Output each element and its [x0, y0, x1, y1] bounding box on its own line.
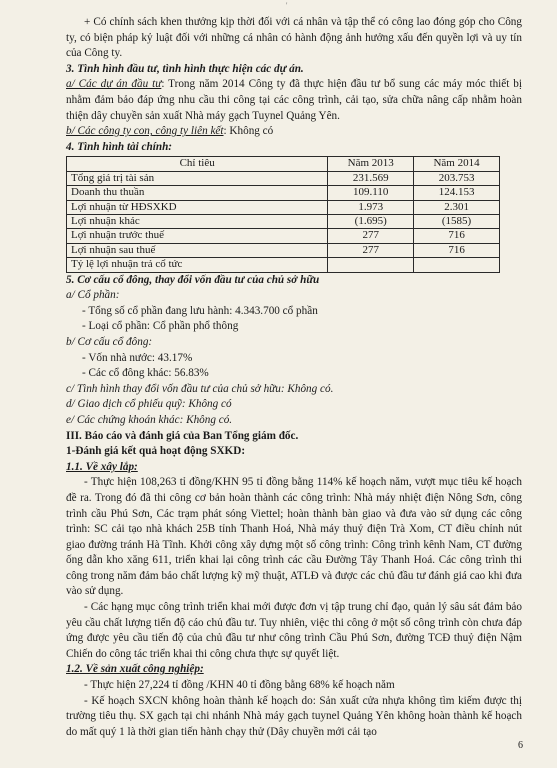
row-label: Tỷ lệ lợi nhuận trả cổ tức [67, 258, 328, 272]
section-1-1-title: 1.1. Về xây lắp: [66, 460, 138, 473]
section-1-title: 1-Đánh giá kết quả hoạt động SXKD: [66, 445, 246, 458]
financial-table [66, 156, 500, 272]
paragraph-industry-2: - Kế hoạch SXCN không hoàn thành kế hoạch do: Sản xuất cửa nhựa không tìm kiếm được thị trường tiêu thụ. SX gạch tại chi nhánh Nhà máy gạch tuynel Quảng Yên không hoàn thành kế hoạch do mất quý 1 là thời gian tiến hành chạy thử (Dây chuyền mới cải tạo [66, 694, 522, 738]
section-III-title: III. Báo cáo và đánh giá của Ban Tổng giám đốc. [66, 429, 299, 442]
section-1-2-title: 1.2. Về sản xuất công nghiệp: [66, 663, 204, 676]
value-2013: 277 [328, 243, 414, 257]
section-3-title: 3. Tình hình đầu tư, tình hình thực hiện các dự án. [66, 62, 304, 75]
section-5c: c/ Tình hình thay đổi vốn đầu tư của chủ sở hữu: Không có. [66, 382, 334, 395]
paragraph-industry-1: - Thực hiện 27,224 tỉ đồng /KHN 40 tỉ đồng bằng 68% kế hoạch năm [84, 679, 395, 692]
scan-mark: ' [286, 1, 288, 10]
paragraph-construction-2: - Các hạng mục công trình triển khai mới được đơn vị tập trung chỉ đạo, quản lý sâu sát đảm bảo yêu cầu chất lượng tiến độ cáo chủ đầu tư. Tuy nhiên, việc thi công ở một số công trình còn chưa đáp ứng được yêu cầu tiến độ của chủ đầu tư như công trình Cầu Phú Sơn, đường TCĐ thuỷ điện Nậm Chiến do công tác triển khai thi công chưa thực sự quyết liệt. [66, 601, 522, 660]
row-label: Tổng giá trị tài sản [67, 171, 328, 185]
table-row [67, 186, 500, 200]
table-row [67, 258, 500, 272]
value-2013: 109.110 [328, 186, 414, 200]
section-3b [66, 124, 522, 140]
section-5e: e/ Các chứng khoán khác: Không có. [66, 413, 233, 426]
section-5b-label: b/ Cơ cấu cổ đông: [66, 335, 153, 348]
section-3a-label: a/ Các dự án đầu tư [66, 78, 162, 91]
page-number: 6 [518, 740, 523, 751]
section-3a-text: : Trong năm 2014 Công ty đã thực hiện đầu tư bổ sung các máy móc thiết bị nhằm đảm bảo đáp ứng nhu cầu thi công tại các công trình, cải tạo, sửa chữa nâng cấp nhằm hoàn thiện dây chuyền sản xuất Nhà máy gạch Tuynel Quảng Yên. [66, 78, 523, 122]
table-row [67, 229, 500, 243]
value-2014: 716 [414, 243, 500, 257]
row-label: Lợi nhuận trước thuế [67, 229, 328, 243]
value-2013: 1.973 [328, 200, 414, 214]
value-2014: 716 [414, 229, 500, 243]
table-row [67, 214, 500, 228]
section-5d: d/ Giao dịch cổ phiếu quỹ: Không có [66, 398, 232, 411]
value-2013: 277 [328, 229, 414, 243]
section-3b-text: : Không có [223, 125, 274, 138]
row-label: Lợi nhuận từ HĐSXKD [67, 200, 328, 214]
value-2013: 231.569 [328, 171, 414, 185]
row-label: Doanh thu thuần [67, 186, 328, 200]
section-3a [66, 77, 522, 124]
value-2014 [414, 258, 500, 272]
value-2014: 203.753 [414, 171, 500, 185]
header-2014: Năm 2014 [414, 157, 500, 171]
row-label: Lợi nhuận sau thuế [67, 243, 328, 257]
table-header-row [67, 157, 500, 171]
section-3b-label: b/ Các công ty con, công ty liên kết [66, 125, 224, 138]
header-indicator: Chỉ tiêu [67, 157, 328, 171]
list-item: - Tổng số cổ phần đang lưu hành: 4.343.700 cổ phần [82, 304, 318, 317]
section-5a-label: a/ Cổ phần: [66, 289, 120, 302]
value-2013: (1.695) [328, 214, 414, 228]
paragraph-rewards: + Có chính sách khen thưởng kịp thời đối với cá nhân và tập thể có công lao đóng góp cho Công ty, có biện pháp kỷ luật đối với những cá nhân có hành động ảnh hưởng xấu đến quyền lợi và uy tín của Công ty. [66, 16, 522, 60]
list-item: - Các cổ đông khác: 56.83% [82, 367, 209, 380]
table-row [67, 243, 500, 257]
list-item: - Vốn nhà nước: 43.17% [82, 351, 193, 364]
section-4-title: 4. Tình hình tài chính: [66, 140, 173, 153]
value-2014: 124.153 [414, 186, 500, 200]
header-2013: Năm 2013 [328, 157, 414, 171]
table-row [67, 171, 500, 185]
table-row [67, 200, 500, 214]
section-5-title: 5. Cơ cấu cổ đông, thay đổi vốn đầu tư của chủ sở hữu [66, 273, 320, 286]
value-2014: 2.301 [414, 200, 500, 214]
value-2013 [328, 258, 414, 272]
row-label: Lợi nhuận khác [67, 214, 328, 228]
page-content [66, 15, 522, 740]
paragraph-construction-1: - Thực hiện 108,263 tỉ đồng/KHN 95 tỉ đồng bằng 114% kế hoạch năm, vượt mục tiêu kế hoạch đề ra. Trong đó đã thi công cơ bản hoàn thành các công trình: Nhà máy nhiệt điện Nông Sơn, công trình cầu Phú Sơn, Các trạm phát sóng Viettel; hoàn thành bàn giao và đưa vào sử dụng các công trình: SC cải tạo nhà khách 25B tỉnh Thanh Hoá, Nhà máy thuỷ điện Trà Xom, CT điều chỉnh nút giao đường tránh Hà Tĩnh. Khởi công xây dựng một số công trình: Công trình kênh Nam, CT đường ống dẫn kho xăng 611, triển khai lại công trình các cầu Đường Tây Thanh Hoá. Các công trình thi công trong năm đảm bảo chất lượng kỹ mỹ thuật, ATLĐ và được các chủ đầu tư đánh giá cao khi đưa vào sử dụng. [66, 476, 522, 598]
list-item: - Loại cổ phần: Cổ phần phổ thông [82, 320, 239, 333]
value-2014: (1585) [414, 214, 500, 228]
